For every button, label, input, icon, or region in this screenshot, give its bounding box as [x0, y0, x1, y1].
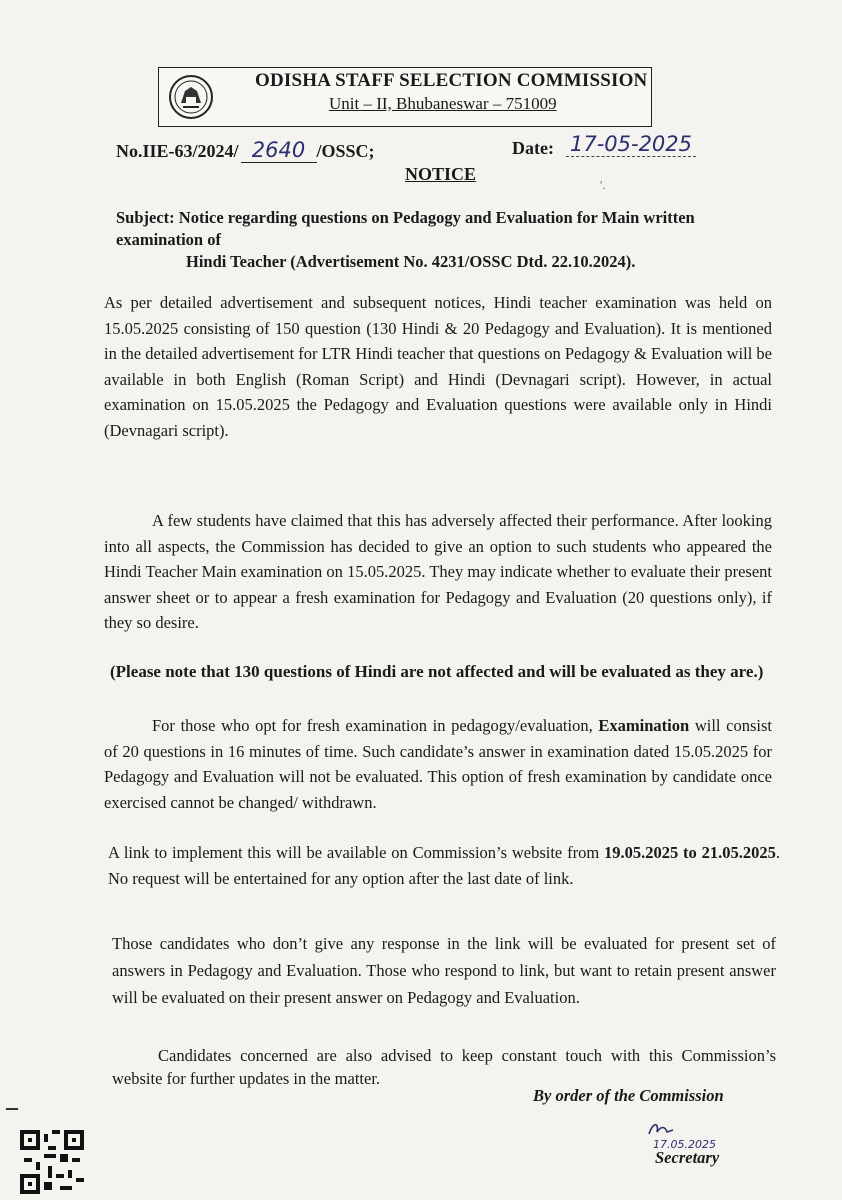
date-label: Date:	[512, 138, 554, 158]
paragraph-fresh-examination	[104, 713, 772, 815]
fresh-exam-text-bold: Examination	[598, 716, 690, 735]
date-handwritten-value: 17-05-2025	[569, 132, 693, 156]
paragraph-option-given: A few students have claimed that this has adversely affected their performance. After looking into all aspects, the Commission has decided to give an option to such students who appeared the Hindi Teacher Main examination on 15.05.2025. They may indicate whether to evaluate their present answer sheet or to appear a fresh examination for Pedagogy and Evaluation (20 questions only), if they so desire.	[104, 511, 772, 632]
order-line: By order of the Commission	[533, 1086, 724, 1105]
commission-name: ODISHA STAFF SELECTION COMMISSION	[255, 70, 648, 91]
signature-date: 17.05.2025	[653, 1138, 716, 1151]
subject-line-2: Hindi Teacher (Advertisement No. 4231/OSSC Dtd. 22.10.2024).	[186, 252, 636, 271]
reference-suffix: /OSSC;	[316, 141, 375, 161]
reference-number	[116, 138, 375, 163]
fresh-exam-text-a: For those who opt for fresh examination in pedagogy/evaluation,	[152, 716, 599, 735]
paragraph-no-response: Those candidates who don’t give any response in the link will be evaluated for present set of answers in Pedagogy and Evaluation. Those who respond to link, but want to retain present answer will be evaluated on their present answer on Pedagogy and Evaluation.	[112, 934, 776, 1007]
reference-prefix: No.IIE-63/2024/	[116, 141, 239, 161]
commission-address: Unit – II, Bhubaneswar – 751009	[329, 94, 557, 113]
reference-handwritten-number: 2640	[251, 138, 306, 162]
notice-title: NOTICE	[405, 164, 477, 184]
paragraph-hindi-note: (Please note that 130 questions of Hindi are not affected and will be evaluated as they are.)	[110, 662, 764, 681]
fresh-exam-text-c: will consist of 20 questions in 16 minutes of time. Such candidate’s answer in examination dated 15.05.2025 for Pedagogy and Evaluation will not be evaluated. This option of fresh examination by candidate once exercised cannot be changed/ withdrawn.	[104, 716, 772, 812]
paragraph-examination-details: As per detailed advertisement and subsequent notices, Hindi teacher examination was held on 15.05.2025 consisting of 150 question (130 Hindi & 20 Pedagogy and Evaluation). It is mentioned in the detailed advertisement for LTR Hindi teacher that questions on Pedagogy & Evaluation will be available in both English (Roman Script) and Hindi (Devnagari script). However, in actual examination on 15.05.2025 the Pedagogy and Evaluation questions were available only in Hindi (Devnagari script).	[104, 293, 772, 440]
paragraph-link-dates	[108, 840, 780, 891]
letterhead	[158, 67, 652, 127]
date-field	[566, 132, 696, 157]
secretary-designation: Secretary	[655, 1148, 720, 1167]
link-text-c: . No request will be entertained for any option after the last date of link.	[108, 843, 780, 888]
subject-block	[116, 207, 780, 273]
link-dates-bold: 19.05.2025 to 21.05.2025	[603, 843, 776, 862]
link-text-a: A link to implement this will be available on Commission’s website from	[108, 843, 604, 862]
subject-line-1: Subject: Notice regarding questions on Pedagogy and Evaluation for Main written examination of	[116, 208, 695, 249]
qr-code-icon	[20, 1130, 84, 1194]
paragraph-advice: Candidates concerned are also advised to keep constant touch with this Commission’s website for further updates in the matter.	[112, 1046, 776, 1088]
state-emblem-icon	[167, 73, 215, 121]
stray-mark: ʹ.	[600, 178, 606, 192]
margin-dash	[6, 1108, 18, 1110]
